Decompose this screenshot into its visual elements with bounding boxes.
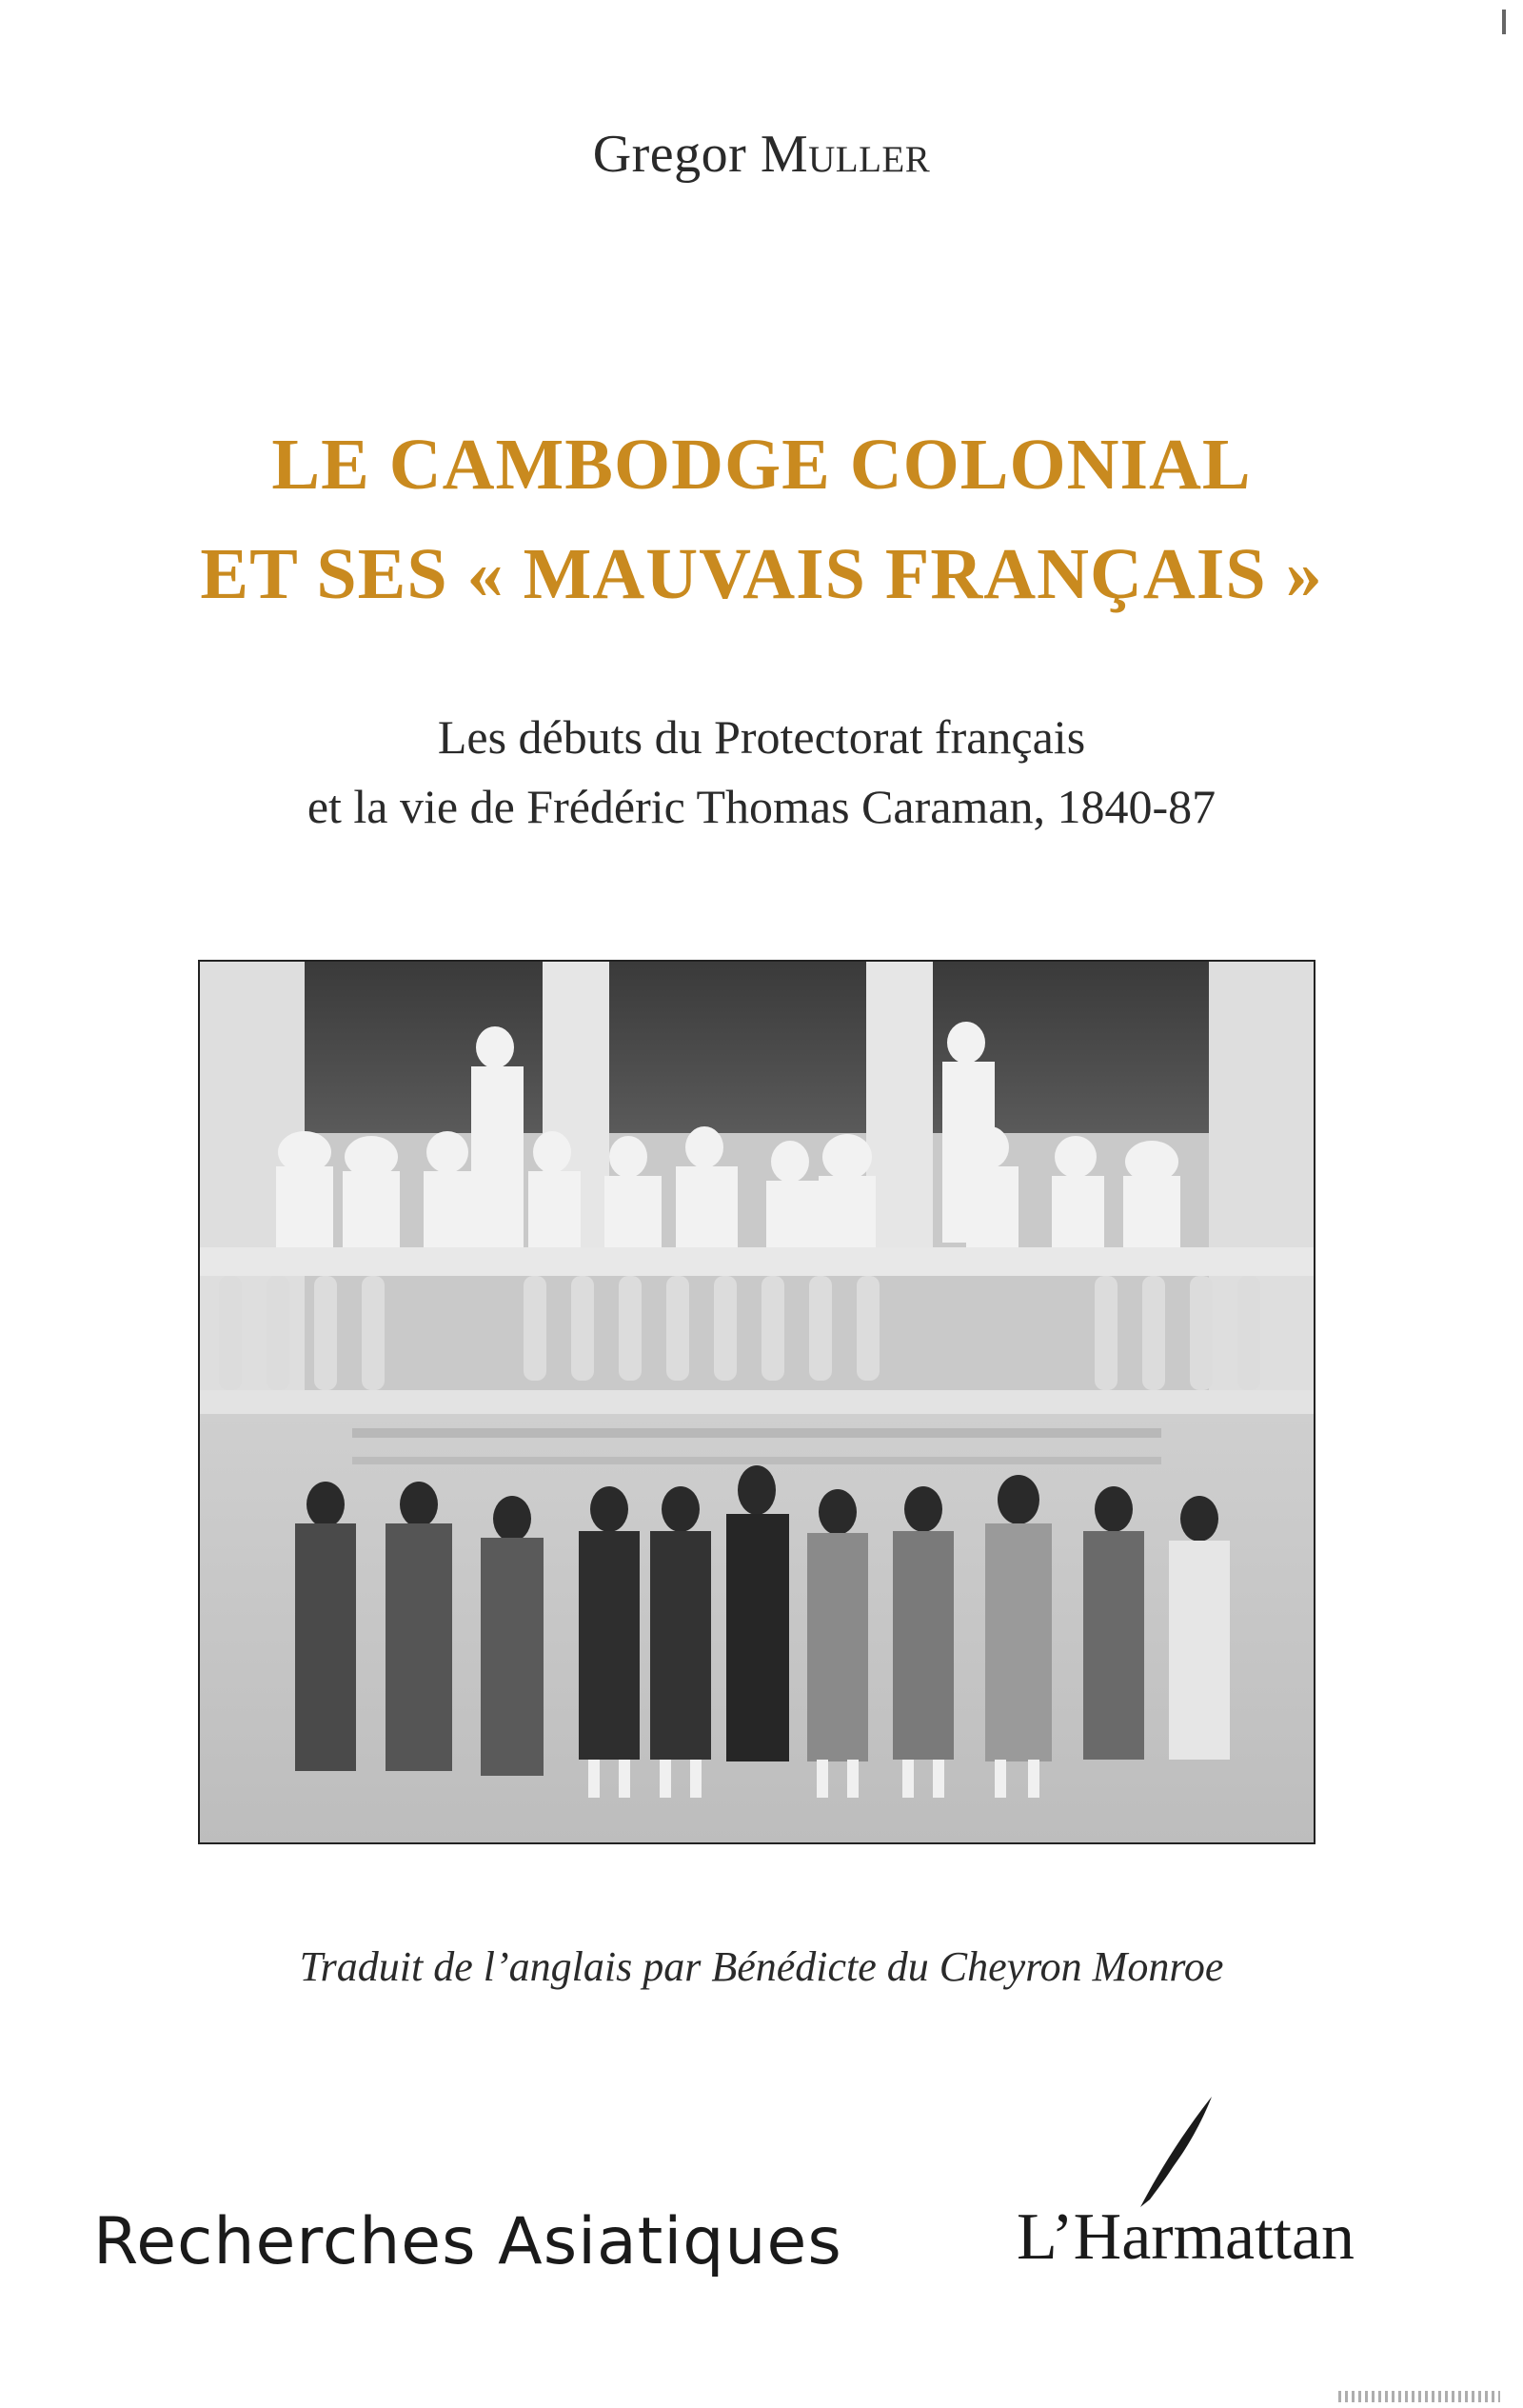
cover-photograph bbox=[198, 960, 1315, 1844]
publisher-name: L’Harmattan bbox=[1017, 2200, 1355, 2274]
quill-icon bbox=[1131, 2095, 1216, 2209]
series-name: Recherches Asiatiques bbox=[93, 2204, 842, 2279]
author-last-name: Muller bbox=[760, 125, 931, 184]
translator-credit: Traduit de l’anglais par Bénédicte du Cheyron Monroe bbox=[299, 1943, 1224, 1990]
historical-group-photo-icon bbox=[200, 962, 1314, 1842]
publisher-logo bbox=[1017, 2199, 1355, 2276]
book-title-line-1: LE CAMBODGE COLONIAL bbox=[271, 425, 1252, 505]
barcode-strip bbox=[1338, 2391, 1500, 2402]
author-name bbox=[0, 124, 1523, 185]
book-title-line-2: ET SES « MAUVAIS FRANÇAIS » bbox=[200, 534, 1323, 614]
author-first-name: Gregor bbox=[592, 125, 747, 184]
subtitle-line-1: Les débuts du Protectorat français bbox=[437, 710, 1086, 764]
subtitle-line-2: et la vie de Frédéric Thomas Caraman, 1840-87 bbox=[307, 780, 1216, 833]
crop-mark bbox=[1502, 10, 1506, 34]
